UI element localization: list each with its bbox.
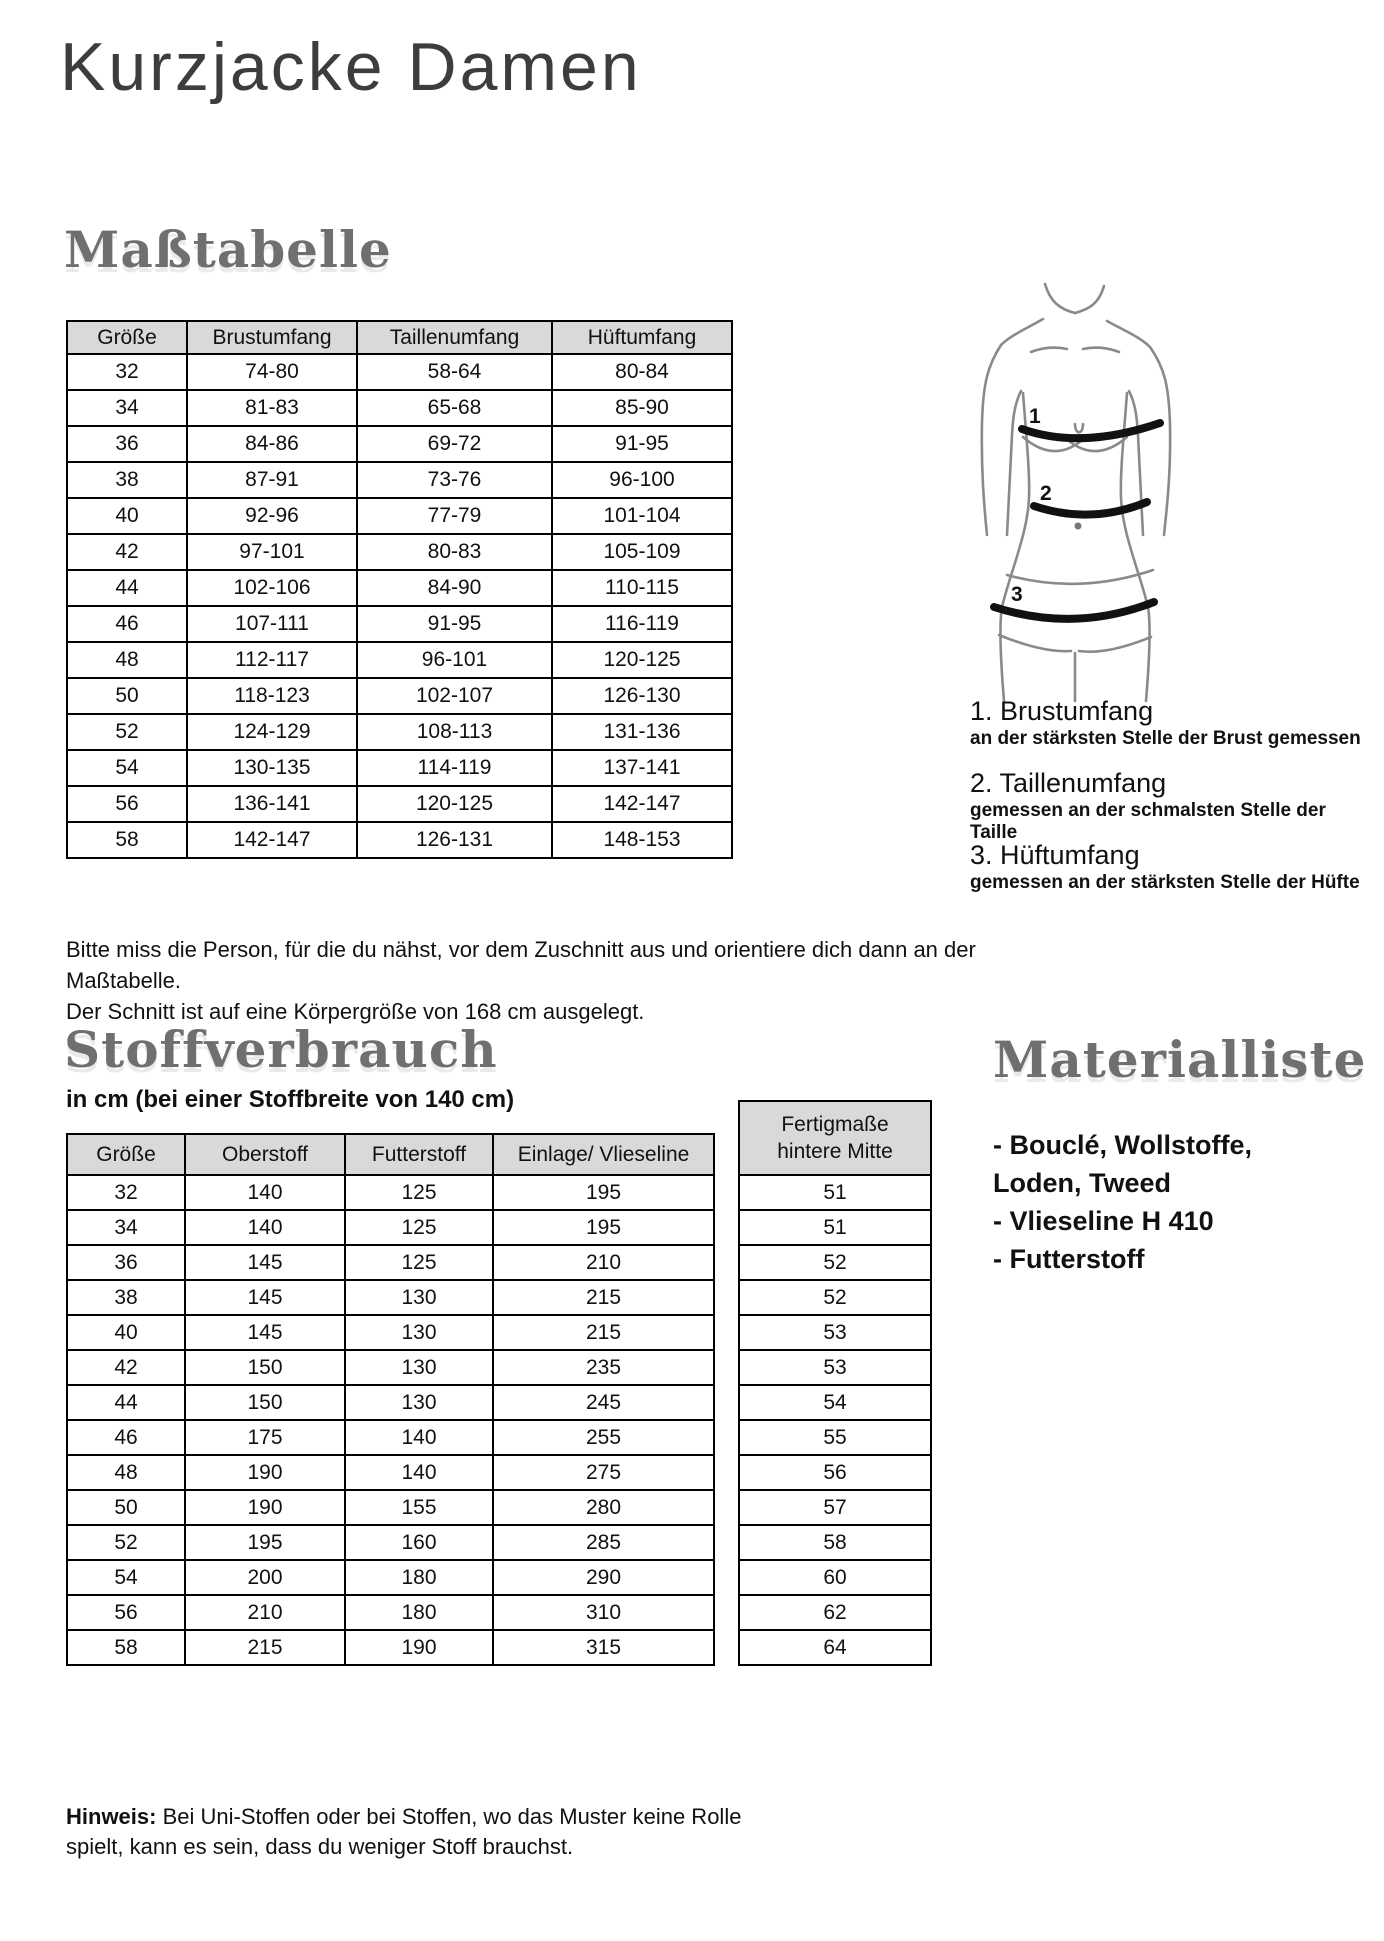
table-row (67, 354, 732, 390)
table-cell: 64 (739, 1630, 931, 1665)
table-cell: 69-72 (357, 426, 552, 462)
table-cell: 107-111 (187, 606, 357, 642)
masstabelle-table (66, 320, 733, 859)
navel-dot (1075, 523, 1082, 530)
legend-item-hip (970, 840, 1370, 894)
table-cell: 58-64 (357, 354, 552, 390)
table-cell: 77-79 (357, 498, 552, 534)
table-row (67, 786, 732, 822)
table-row (67, 498, 732, 534)
table-cell: 131-136 (552, 714, 732, 750)
table-cell: 52 (67, 1525, 185, 1560)
table-row (67, 714, 732, 750)
table-cell: 50 (67, 678, 187, 714)
hip-band-label: 3 (1011, 583, 1023, 606)
table-cell: 62 (739, 1595, 931, 1630)
table-row (67, 678, 732, 714)
table-cell: 48 (67, 1455, 185, 1490)
table-row (67, 1525, 714, 1560)
column-header: Hüftumfang (552, 321, 732, 354)
material-item: Loden, Tweed (993, 1168, 1172, 1198)
table-cell: 44 (67, 570, 187, 606)
table-cell: 136-141 (187, 786, 357, 822)
table-row (67, 1175, 714, 1210)
table-cell: 180 (345, 1595, 493, 1630)
table-cell: 44 (67, 1385, 185, 1420)
table-cell: 54 (739, 1385, 931, 1420)
table-row (739, 1210, 931, 1245)
legend-title: 1. Brustumfang (970, 696, 1154, 726)
table-cell: 52 (739, 1280, 931, 1315)
page-title: Kurzjacke Damen (60, 29, 642, 105)
table-cell: 126-130 (552, 678, 732, 714)
table-cell: 58 (67, 1630, 185, 1665)
table-cell: 54 (67, 750, 187, 786)
column-header: Futterstoff (345, 1134, 493, 1175)
table-row (739, 1385, 931, 1420)
table-cell: 120-125 (552, 642, 732, 678)
table-cell: 65-68 (357, 390, 552, 426)
table-cell: 96-100 (552, 462, 732, 498)
table-cell: 118-123 (187, 678, 357, 714)
column-header: Oberstoff (185, 1134, 345, 1175)
table-cell: 51 (739, 1175, 931, 1210)
table-cell: 91-95 (552, 426, 732, 462)
fertigmasse-header-line2: hintere Mitte (777, 1140, 893, 1163)
table-cell: 142-147 (187, 822, 357, 858)
table-cell: 215 (185, 1630, 345, 1665)
table-cell: 130 (345, 1385, 493, 1420)
material-item: - Futterstoff (993, 1244, 1145, 1274)
table-row (67, 570, 732, 606)
table-row (739, 1595, 931, 1630)
table-row (67, 1280, 714, 1315)
table-cell: 215 (493, 1280, 714, 1315)
table-row (739, 1560, 931, 1595)
table-cell: 36 (67, 426, 187, 462)
table-cell: 55 (739, 1420, 931, 1455)
hinweis-line1 (66, 1802, 786, 1832)
table-cell: 124-129 (187, 714, 357, 750)
table-header-row (739, 1101, 931, 1175)
measure-note (66, 934, 1046, 1027)
table-cell: 80-84 (552, 354, 732, 390)
table-cell: 210 (493, 1245, 714, 1280)
table-cell: 60 (739, 1560, 931, 1595)
table-cell: 42 (67, 534, 187, 570)
table-cell: 102-106 (187, 570, 357, 606)
table-row (67, 642, 732, 678)
materialliste-items (993, 1126, 1323, 1278)
masstabelle-heading: Maßtabelle (64, 220, 392, 279)
legend-desc: gemessen an der stärksten Stelle der Hüfte (970, 872, 1360, 893)
table-cell: 42 (67, 1350, 185, 1385)
table-cell: 125 (345, 1245, 493, 1280)
table-cell: 34 (67, 1210, 185, 1245)
table-cell: 290 (493, 1560, 714, 1595)
fertigmasse-header (739, 1101, 931, 1175)
table-cell: 58 (739, 1525, 931, 1560)
table-row (67, 534, 732, 570)
table-row (67, 1560, 714, 1595)
table-cell: 54 (67, 1560, 185, 1595)
table-cell: 36 (67, 1245, 185, 1280)
table-row (67, 1595, 714, 1630)
table-cell: 56 (739, 1455, 931, 1490)
table-row (739, 1350, 931, 1385)
table-cell: 101-104 (552, 498, 732, 534)
table-row (67, 1630, 714, 1665)
table-cell: 46 (67, 606, 187, 642)
fertigmasse-header-line1: Fertigmaße (781, 1113, 889, 1136)
table-cell: 200 (185, 1560, 345, 1595)
table-cell: 130 (345, 1315, 493, 1350)
table-cell: 84-86 (187, 426, 357, 462)
table-cell: 190 (185, 1455, 345, 1490)
column-header: Größe (67, 1134, 185, 1175)
table-cell: 57 (739, 1490, 931, 1525)
table-cell: 48 (67, 642, 187, 678)
table-cell: 52 (67, 714, 187, 750)
table-cell: 58 (67, 822, 187, 858)
table-row (67, 1210, 714, 1245)
table-cell: 102-107 (357, 678, 552, 714)
stoffverbrauch-subtitle: in cm (bei einer Stoffbreite von 140 cm) (66, 1086, 515, 1113)
table-row (739, 1175, 931, 1210)
table-cell: 140 (185, 1175, 345, 1210)
legend-desc: gemessen an der schmalsten Stelle der Taille (970, 800, 1326, 843)
table-cell: 255 (493, 1420, 714, 1455)
table-cell: 125 (345, 1210, 493, 1245)
legend-desc: an der stärksten Stelle der Brust gemessen (970, 728, 1361, 749)
table-cell: 92-96 (187, 498, 357, 534)
table-row (739, 1420, 931, 1455)
table-row (67, 1490, 714, 1525)
table-row (67, 390, 732, 426)
measure-note-line2: Der Schnitt ist auf eine Körpergröße von 168 cm ausgelegt. (66, 999, 645, 1024)
table-row (739, 1525, 931, 1560)
table-row (739, 1280, 931, 1315)
table-cell: 51 (739, 1210, 931, 1245)
table-row (67, 426, 732, 462)
column-header: Taillenumfang (357, 321, 552, 354)
fertigmasse-table (738, 1100, 932, 1666)
table-cell: 32 (67, 354, 187, 390)
table-row (739, 1490, 931, 1525)
table-cell: 160 (345, 1525, 493, 1560)
table-cell: 245 (493, 1385, 714, 1420)
hinweis-text1: Bei Uni-Stoffen oder bei Stoffen, wo das Muster keine Rolle (162, 1804, 742, 1829)
table-cell: 175 (185, 1420, 345, 1455)
table-row (67, 606, 732, 642)
table-row (67, 1455, 714, 1490)
table-row (67, 1315, 714, 1350)
figure-outline (982, 284, 1170, 701)
table-header-row (67, 1134, 714, 1175)
table-cell: 40 (67, 498, 187, 534)
table-cell: 40 (67, 1315, 185, 1350)
table-cell: 52 (739, 1245, 931, 1280)
table-row (67, 462, 732, 498)
table-row (739, 1315, 931, 1350)
table-cell: 150 (185, 1350, 345, 1385)
table-cell: 142-147 (552, 786, 732, 822)
hinweis-label: Hinweis: (66, 1804, 157, 1829)
table-cell: 130 (345, 1350, 493, 1385)
table-cell: 112-117 (187, 642, 357, 678)
table-row (739, 1245, 931, 1280)
table-cell: 235 (493, 1350, 714, 1385)
table-cell: 140 (345, 1455, 493, 1490)
legend-item-waist (970, 768, 1370, 844)
table-cell: 310 (493, 1595, 714, 1630)
table-row (67, 750, 732, 786)
legend-item-bust (970, 696, 1370, 750)
table-cell: 140 (185, 1210, 345, 1245)
column-header: Größe (67, 321, 187, 354)
body-measurement-figure (963, 273, 1253, 707)
table-cell: 53 (739, 1315, 931, 1350)
column-header: Einlage/ Vlieseline (493, 1134, 714, 1175)
hinweis-line2: spielt, kann es sein, dass du weniger Stoff brauchst. (66, 1834, 574, 1859)
table-cell: 210 (185, 1595, 345, 1630)
table-cell: 84-90 (357, 570, 552, 606)
material-item: - Bouclé, Wollstoffe, (993, 1130, 1253, 1160)
table-cell: 114-119 (357, 750, 552, 786)
table-row (67, 822, 732, 858)
table-cell: 315 (493, 1630, 714, 1665)
table-cell: 32 (67, 1175, 185, 1210)
table-cell: 180 (345, 1560, 493, 1595)
table-cell: 56 (67, 786, 187, 822)
table-row (67, 1245, 714, 1280)
table-cell: 80-83 (357, 534, 552, 570)
table-cell: 190 (345, 1630, 493, 1665)
bust-band-label: 1 (1029, 405, 1041, 428)
waist-band-label: 2 (1040, 482, 1052, 505)
table-cell: 126-131 (357, 822, 552, 858)
table-cell: 125 (345, 1175, 493, 1210)
table-cell: 130-135 (187, 750, 357, 786)
table-cell: 145 (185, 1280, 345, 1315)
column-header: Brustumfang (187, 321, 357, 354)
table-cell: 130 (345, 1280, 493, 1315)
material-item: - Vlieseline H 410 (993, 1206, 1214, 1236)
table-cell: 145 (185, 1245, 345, 1280)
table-row (739, 1455, 931, 1490)
table-cell: 215 (493, 1315, 714, 1350)
table-cell: 108-113 (357, 714, 552, 750)
table-cell: 155 (345, 1490, 493, 1525)
table-cell: 85-90 (552, 390, 732, 426)
table-cell: 140 (345, 1420, 493, 1455)
table-cell: 150 (185, 1385, 345, 1420)
table-row (67, 1385, 714, 1420)
table-cell: 97-101 (187, 534, 357, 570)
table-cell: 137-141 (552, 750, 732, 786)
table-cell: 195 (185, 1525, 345, 1560)
table-cell: 96-101 (357, 642, 552, 678)
table-cell: 74-80 (187, 354, 357, 390)
table-cell: 50 (67, 1490, 185, 1525)
table-cell: 280 (493, 1490, 714, 1525)
table-cell: 91-95 (357, 606, 552, 642)
stoffverbrauch-table (66, 1133, 715, 1666)
table-cell: 105-109 (552, 534, 732, 570)
table-cell: 56 (67, 1595, 185, 1630)
table-cell: 116-119 (552, 606, 732, 642)
table-header-row (67, 321, 732, 354)
table-cell: 275 (493, 1455, 714, 1490)
table-cell: 195 (493, 1210, 714, 1245)
hinweis-note (66, 1802, 786, 1862)
table-row (67, 1350, 714, 1385)
table-cell: 285 (493, 1525, 714, 1560)
table-cell: 110-115 (552, 570, 732, 606)
table-cell: 145 (185, 1315, 345, 1350)
table-cell: 38 (67, 1280, 185, 1315)
table-cell: 81-83 (187, 390, 357, 426)
table-cell: 38 (67, 462, 187, 498)
stoffverbrauch-heading: Stoffverbrauch (64, 1020, 498, 1079)
table-cell: 73-76 (357, 462, 552, 498)
table-cell: 53 (739, 1350, 931, 1385)
table-cell: 195 (493, 1175, 714, 1210)
legend-title: 3. Hüftumfang (970, 840, 1140, 870)
table-cell: 87-91 (187, 462, 357, 498)
table-cell: 190 (185, 1490, 345, 1525)
table-cell: 34 (67, 390, 187, 426)
table-cell: 148-153 (552, 822, 732, 858)
table-row (739, 1630, 931, 1665)
materialliste-heading: Materialliste (993, 1030, 1367, 1089)
table-cell: 46 (67, 1420, 185, 1455)
table-cell: 120-125 (357, 786, 552, 822)
table-row (67, 1420, 714, 1455)
measure-note-line1: Bitte miss die Person, für die du nähst, vor dem Zuschnitt aus und orientiere dich dann an der Maßtabelle. (66, 937, 976, 993)
legend-title: 2. Taillenumfang (970, 768, 1167, 798)
